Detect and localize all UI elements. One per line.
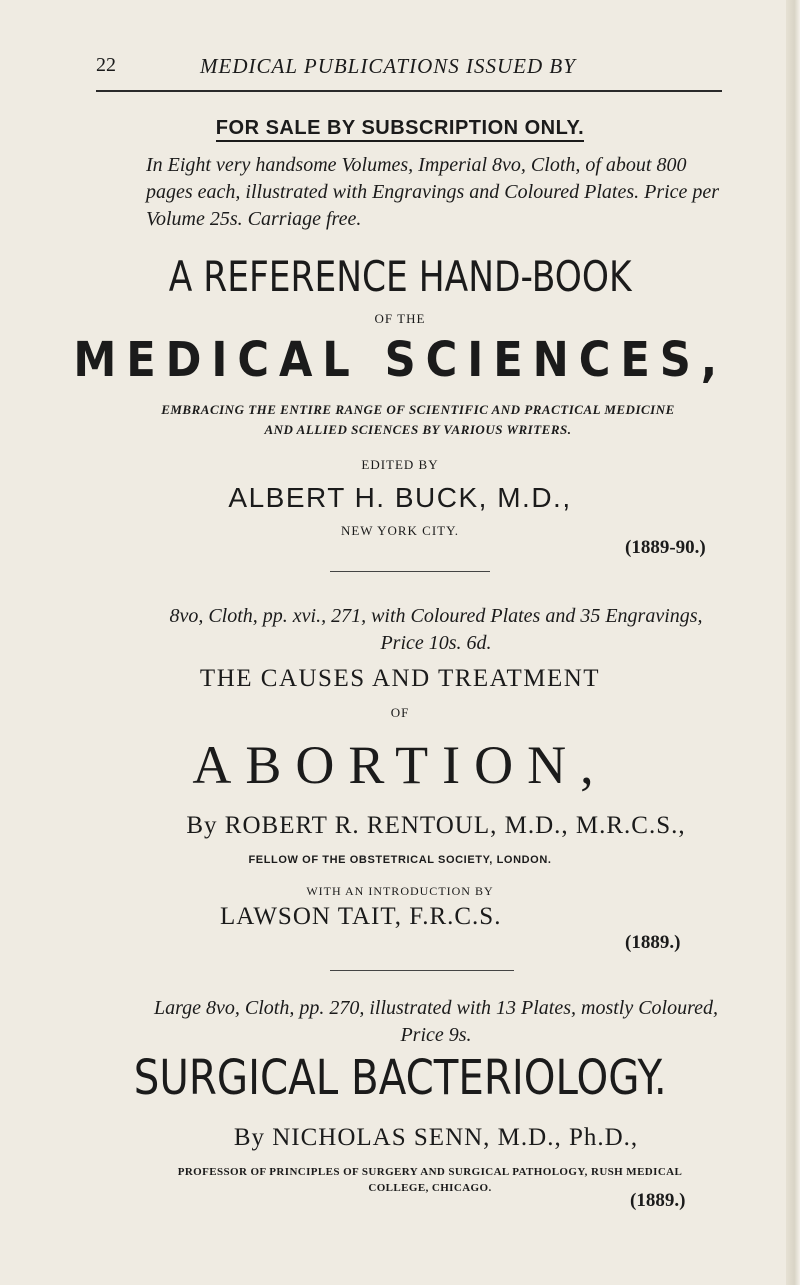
book1-city: NEW YORK CITY. [340, 523, 460, 538]
running-head: MEDICAL PUBLICATIONS ISSUED BY [200, 54, 576, 78]
book1-subtitle: EMBRACING THE ENTIRE RANGE OF SCIENTIFIC AND PRACTICAL MEDICINE AND ALLIED SCIENCES BY VARIOUS WRITERS. [161, 402, 675, 437]
book1-of-the: OF THE [374, 311, 426, 326]
book2-intro-author: LAWSON TAIT, F.R.C.S. [220, 903, 502, 930]
divider-2 [330, 970, 514, 971]
book2-title-line1: THE CAUSES AND TREATMENT [199, 665, 601, 692]
book2-author: By ROBERT R. RENTOUL, M.D., M.R.C.S., [186, 812, 686, 839]
book3-title: SURGICAL BACTERIOLOGY. [133, 1050, 667, 1106]
book1-edited-by: EDITED BY [361, 457, 439, 472]
book1-year: (1889-90.) [625, 537, 706, 558]
book2-description-line2: Price 10s. 6d. [380, 632, 492, 654]
subscription-notice [0, 117, 800, 140]
subscription-notice-text: FOR SALE BY SUBSCRIPTION ONLY. [216, 117, 584, 142]
book3-author-affiliation: PROFESSOR OF PRINCIPLES OF SURGERY AND SURGICAL PATHOLOGY, RUSH MEDICAL COLLEGE, CHICAGO. [177, 1166, 683, 1194]
book2-year: (1889.) [625, 932, 681, 953]
book2-of: OF [390, 705, 410, 720]
book2-title-line2: ABORTION, [192, 735, 608, 795]
book1-title-line1-wrap [0, 252, 800, 301]
book1-title-line1: A REFERENCE HAND-BOOK [168, 252, 632, 301]
book1-description: In Eight very handsome Volumes, Imperial 8vo, Cloth, of about 800 pages each, illustrated with Engravings and Coloured Plates. Price per Volume 25s. Carriage free. [146, 154, 720, 230]
book2-description-line1: 8vo, Cloth, pp. xvi., 271, with Coloured Plates and 35 Engravings, [169, 605, 703, 627]
book2-intro-by: WITH AN INTRODUCTION BY [306, 884, 494, 898]
book3-description-line1: Large 8vo, Cloth, pp. 270, illustrated with 13 Plates, mostly Coloured, [153, 997, 719, 1019]
book1-title-line2-wrap [0, 332, 800, 388]
book3-author: By NICHOLAS SENN, M.D., Ph.D., [233, 1124, 639, 1151]
divider-1 [330, 571, 490, 572]
book2-author-affiliation: FELLOW OF THE OBSTETRICAL SOCIETY, LONDON. [248, 854, 552, 866]
book3-description-line2: Price 9s. [400, 1024, 472, 1046]
book1-title-line2: MEDICAL SCIENCES, [73, 332, 727, 388]
header-rule [96, 90, 722, 92]
page-number: 22 [96, 54, 116, 76]
book3-title-wrap [0, 1050, 800, 1106]
book3-year: (1889.) [630, 1190, 686, 1211]
book1-editor: ALBERT H. BUCK, M.D., [228, 482, 572, 513]
